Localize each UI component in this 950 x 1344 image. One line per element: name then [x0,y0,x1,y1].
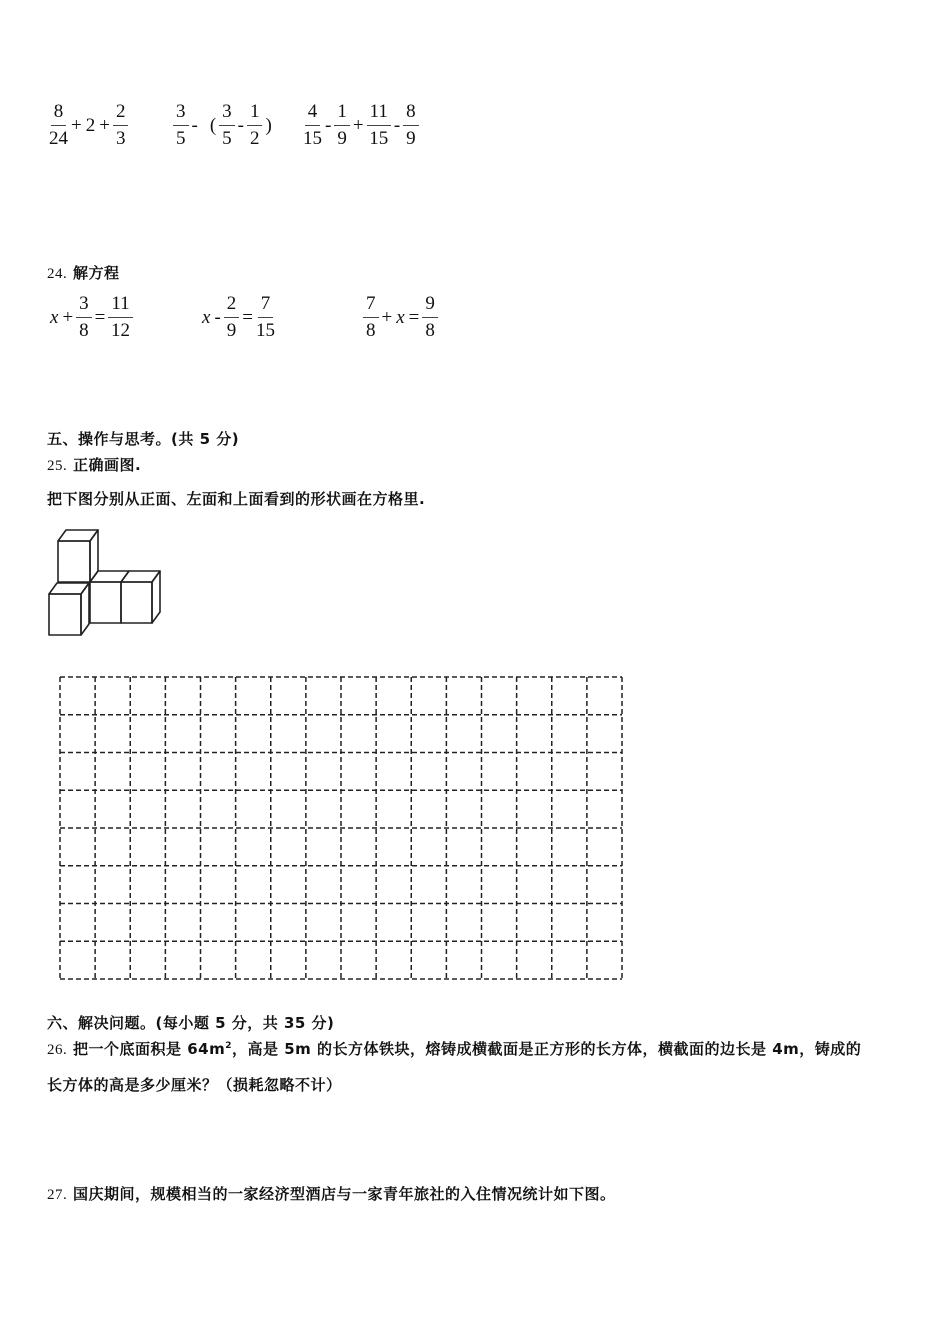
q23-expression-2: $\frac{3}{5}$ - ( $\frac{3}{5}$ - $\frac{1}{2}$ ) [172,102,274,149]
cube-figure [44,525,166,641]
fraction: $\frac{8}{24}$ [49,101,68,149]
q24-equation-1: x + $\frac{3}{8}$ = $\frac{11}{12}$ [48,294,134,341]
fraction: $\frac{1}{9}$ [334,102,350,149]
cube-right-2 [121,571,160,623]
section-5-heading: 五、操作与思考。(共 5 分) [47,430,240,448]
q26-line-2: 长方体的高是多少厘米？（损耗忽略不计） [47,1076,342,1094]
cube-top [58,530,98,582]
q24-heading: 24. 解方程 [47,264,120,282]
fraction: $\frac{8}{9}$ [403,102,419,149]
q25-heading: 25. 正确画图. [47,456,142,474]
q24-equation-2: x - $\frac{2}{9}$ = $\frac{7}{15}$ [202,293,275,341]
q23-expression-3: $\frac{4}{15}$ - $\frac{1}{9}$ + $\frac{11}{15}$ - $\frac{8}{9}$ [302,102,420,149]
fraction: $\frac{7}{8}$ [363,294,379,341]
dashed-grid [55,672,630,984]
fraction: $\frac{2}{3}$ [113,102,129,149]
fraction: $\frac{4}{15}$ [303,101,322,149]
fraction: $\frac{3}{8}$ [76,294,92,341]
fraction: $\frac{3}{5}$ [219,102,235,149]
fraction: $\frac{9}{8}$ [422,294,438,341]
fraction: $\frac{7}{15}$ [255,293,275,341]
fraction: $\frac{3}{5}$ [173,102,189,149]
fraction: $\frac{11}{15}$ [367,102,391,149]
q23-expression-1: $\frac{8}{24}$ + 2 + $\frac{2}{3}$ [48,102,129,149]
q27-text: 27. 国庆期间，规模相当的一家经济型酒店与一家青年旅社的入住情况统计如下图。 [47,1185,616,1203]
cube-front [49,583,89,635]
fraction: $\frac{2}{9}$ [224,294,240,341]
section-6-heading: 六、解决问题。(每小题 5 分，共 35 分) [47,1014,335,1032]
fraction: $\frac{1}{2}$ [247,102,263,149]
q24-equation-3: $\frac{7}{8}$ + x = $\frac{9}{8}$ [362,294,439,341]
fraction: $\frac{11}{12}$ [108,294,132,341]
q26-line-1: 26. 把一个底面积是 $64m^2$，高是 5m 的长方体铁块，熔铸成横截面是正方形的长方体，横截面的边长是 4m，铸成的 [47,1040,862,1058]
q25-instruction: 把下图分别从正面、左面和上面看到的形状画在方格里. [47,490,426,508]
